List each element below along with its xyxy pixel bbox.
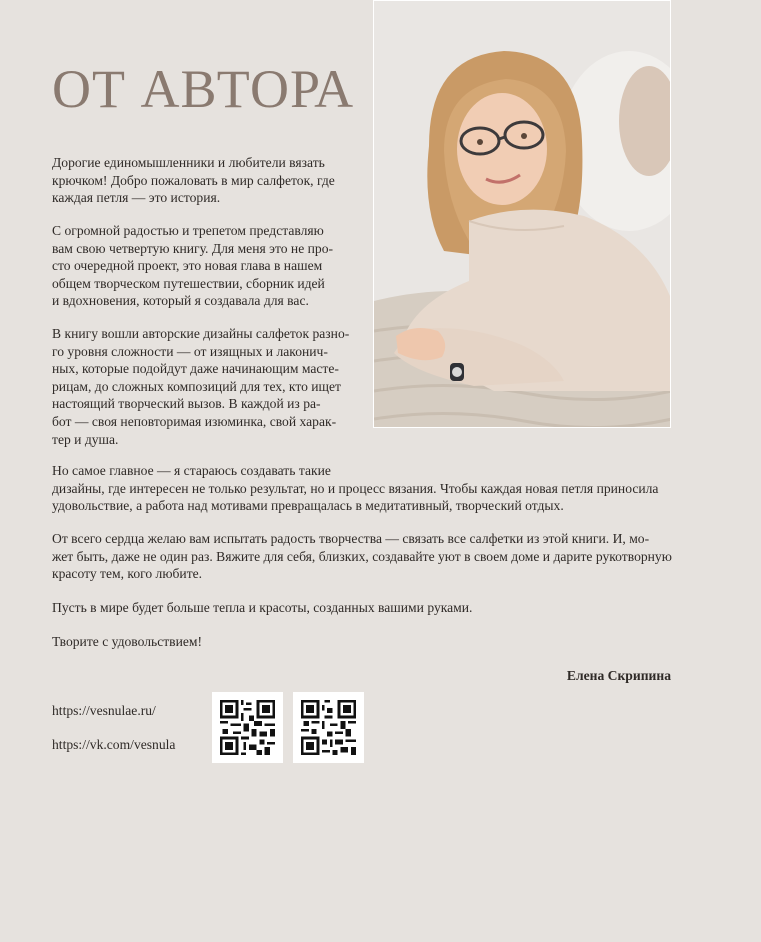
paragraph-5: От всего сердца желаю вам испытать радость творчества — связать все салфетки из этой книги. И, мо- жет быть, даже не один раз. Вяжите для себя, близких, создавайте уют в своем доме и дарите рукотворную красоту тем, кого любите. — [52, 531, 672, 582]
paragraph-2: С огромной радостью и трепетом представляю вам свою четвертую книгу. Для меня это не про- сто очередной проект, это новая глава в нашем общем творческом путешествии, сборник идей и вдохновения, который я создавала для вас. — [52, 223, 334, 309]
author-photo — [373, 0, 671, 428]
paragraph-3: В книгу вошли авторские дизайны салфеток разно- го уровня сложности — от изящных и лаконич- ных, которые подойдут даже начинающим масте- рицам, до сложных композиций для тех, кто ищет настоящий творческий вызов. В каждой из ра- бот — своя неповторимая изюминка, свой харак- тер и душа. — [52, 326, 350, 447]
paragraph-6: Пусть в мире будет больше тепла и красоты, созданных вашими руками. — [52, 600, 473, 615]
page-title: ОТ АВТОРА — [52, 59, 355, 119]
paragraph-1: Дорогие единомышленники и любители вязать крючком! Добро пожаловать в мир салфеток, где каждая петля — это история. — [52, 155, 335, 206]
qr-code-vk-icon — [293, 692, 364, 763]
paragraph-7: Творите с удовольствием! — [52, 634, 203, 649]
author-signature: Елена Скрипина — [566, 668, 671, 683]
qr-code-site-icon — [212, 692, 283, 763]
author-portrait-icon — [374, 1, 671, 428]
paragraph-4: Но самое главное — я стараюсь создавать такие дизайны, где интересен не только результат, но и процесс вязания. Чтобы каждая новая петля приносила удовольствие, а работа над мотивами превращалась в медитативный, творческий отдых. — [52, 463, 659, 514]
vk-link[interactable]: https://vk.com/vesnula — [52, 737, 176, 752]
site-link[interactable]: https://vesnulae.ru/ — [52, 703, 156, 718]
